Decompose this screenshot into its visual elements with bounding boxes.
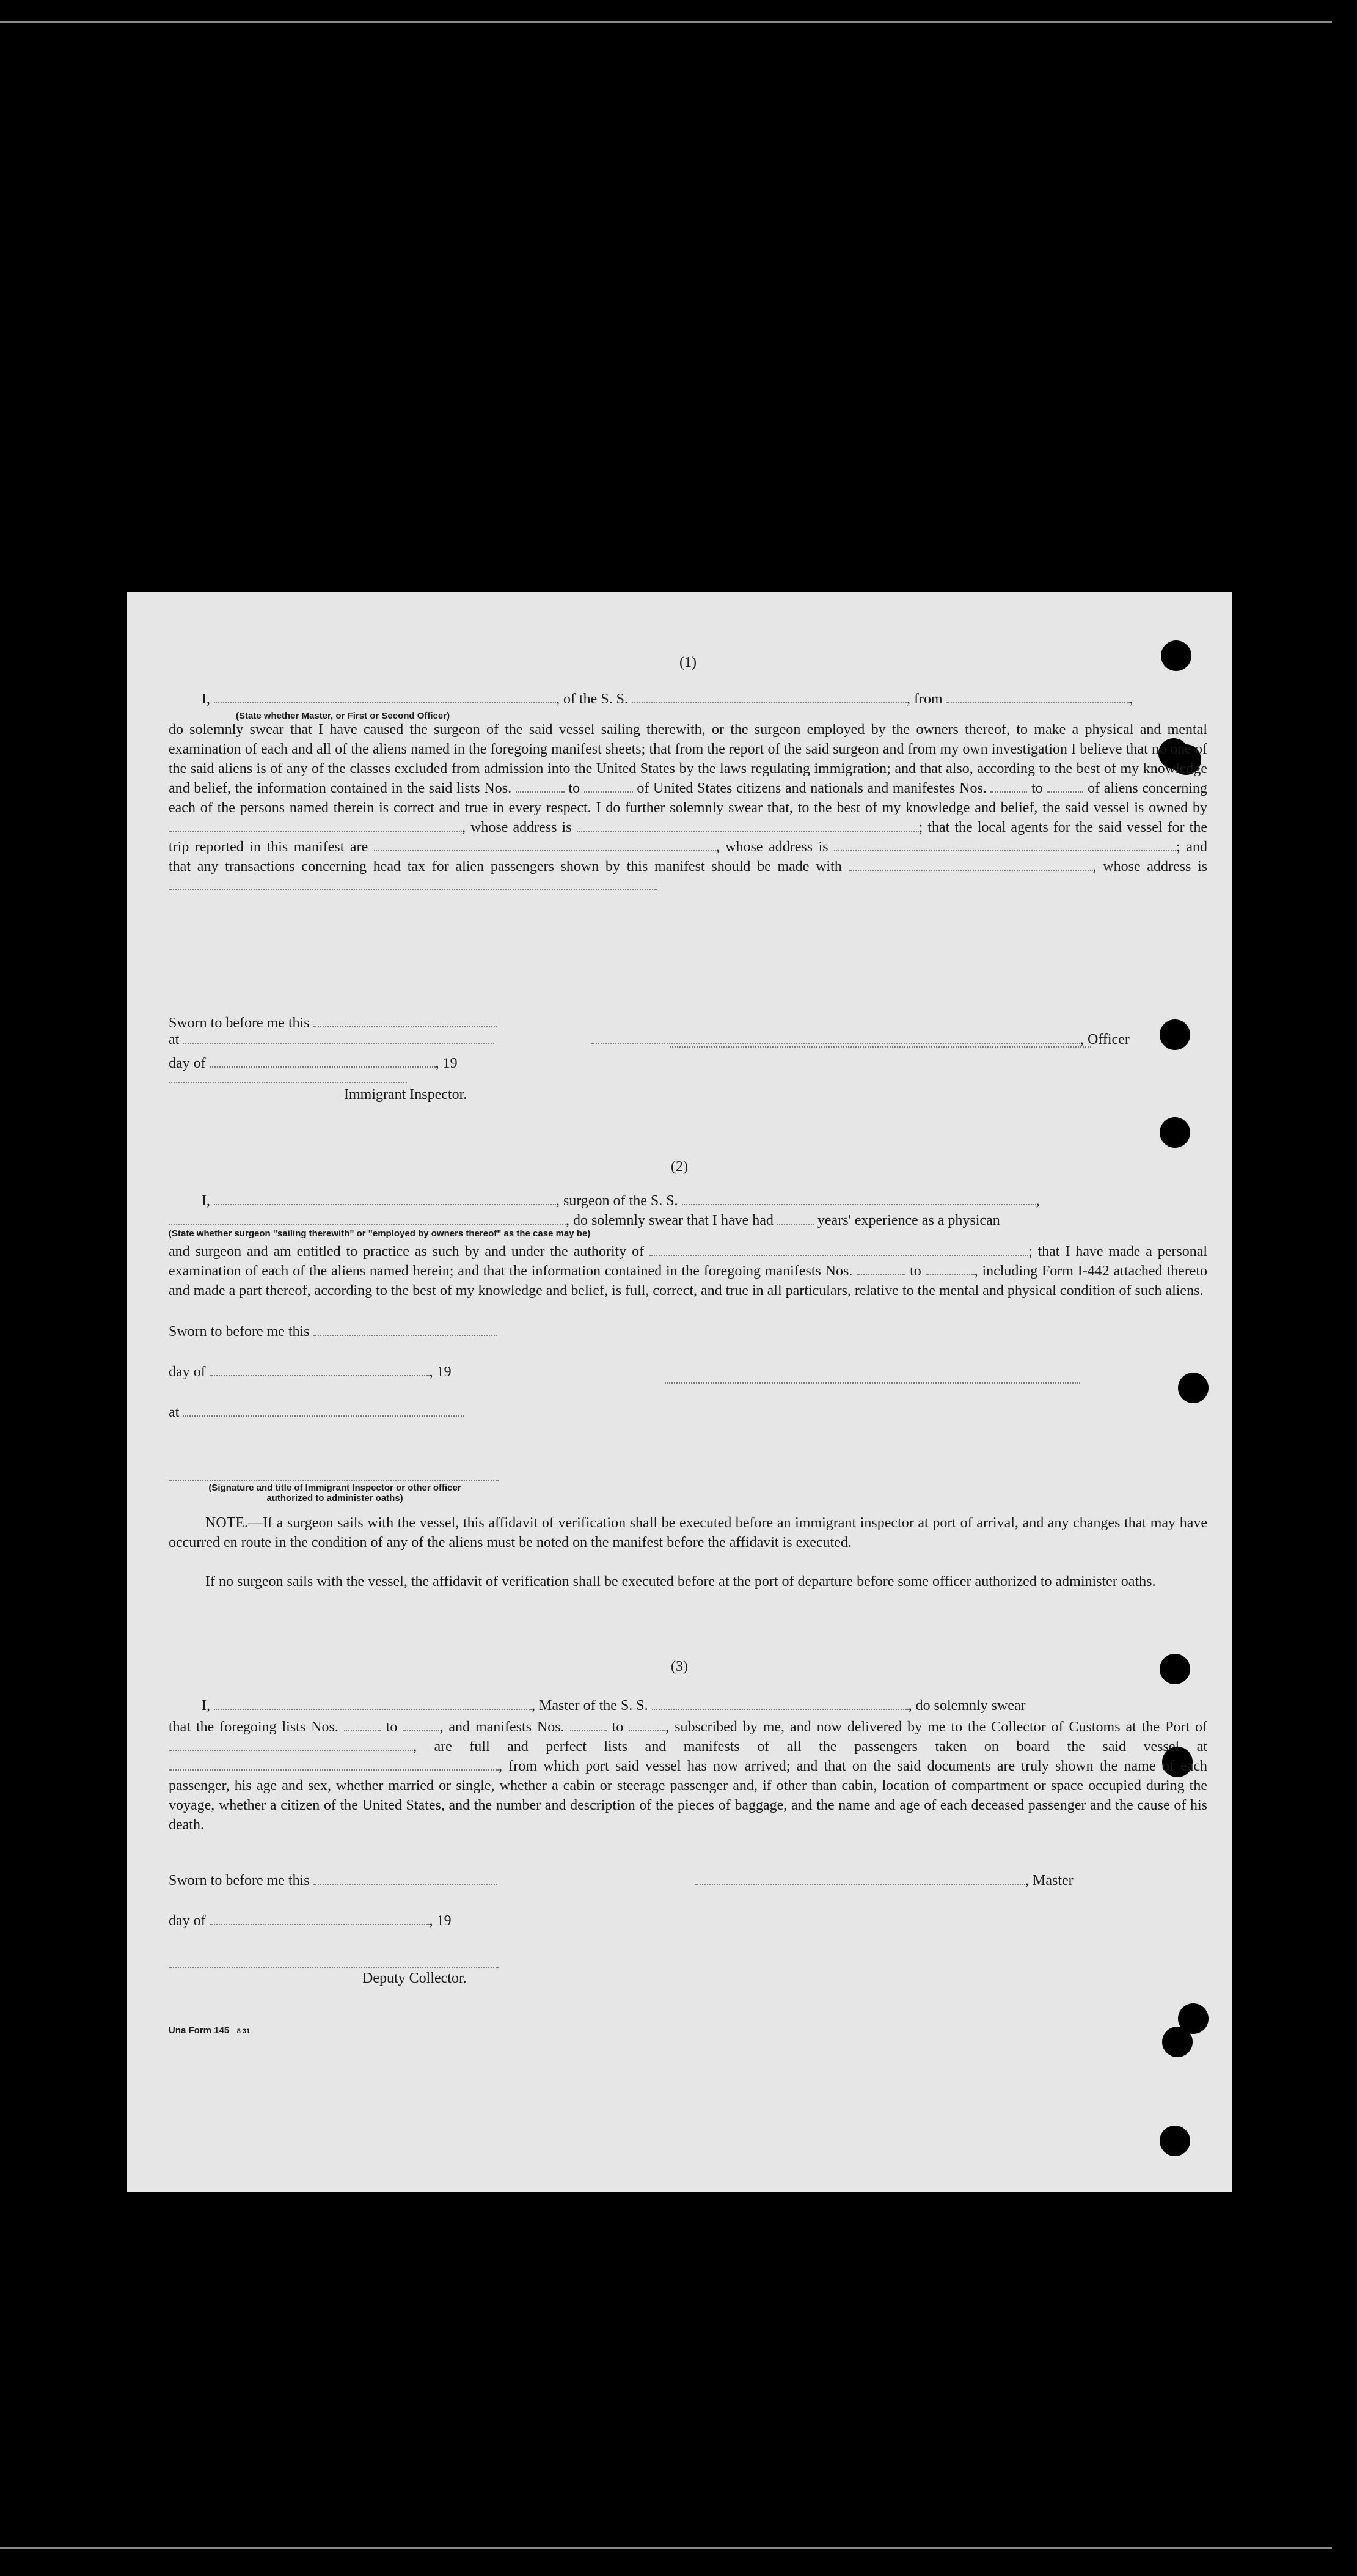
section-number: (1): [679, 655, 697, 670]
form-number: Una Form 145 8 31: [169, 2025, 251, 2036]
punch-hole: [1160, 1117, 1190, 1148]
master-rank-note: (State whether Master, or First or Second Officer): [236, 711, 450, 721]
section-number: (3): [671, 1659, 688, 1675]
officer-signature-line: [169, 1479, 499, 1481]
day-line: day of , 19: [169, 1913, 452, 1929]
day-line: day of , 19: [169, 1364, 452, 1380]
officer-line: , Officer: [591, 1032, 1130, 1048]
affidavit-body: do solemnly swear that I have caused the surgeon of the said vessel sailing therewith, or the surgeon employed by the owners thereof, to make a physical and mental examination of each and all of the aliens named in the foregoing manifest sheets; that from the report of the said surgeon and from my own investigation I believe that no one of the said aliens is of any of the classes excluded from admission into the United States by the laws regulating immigration; and that also, according to the best of my knowledge and belief, the information contained in the said lists Nos. to of United States citizens and nationals and manifestes Nos. to of aliens concerning each of the persons named therein is correct and true in every respect. I do further solemnly swear that, to the best of my knowledge and belief, the said vessel is owned by , whose address is ; that the local agents for the said vessel for the trip reported in this manifest are , whose address is ; and that any transactions concerning head tax for alien passengers shown by this manifest should be made with , whose address is: [169, 720, 1207, 896]
master-affidavit-body: that the foregoing lists Nos. to , and manifests Nos. to , subscribed by me, and now delivered by me to the Collector of Customs at the Port of , are full and perfect lists and manifests of all the passengers taken on board the said vessel at , from which port said vessel has now arrived; and that on the said documents are truly shown the name of each passenger, his age and sex, whether married or single, whether a cabin or steerage passenger and, if other than cabin, location of compartment or space occupied during the voyage, whether a citizen of the United States, and the number and description of the pieces of baggage, and the name and age of each deceased passenger and the cause of his death.: [169, 1719, 1208, 1833]
experience-line: , do solemnly swear that I have had years' experience as a physican: [169, 1213, 1000, 1229]
sworn-line: Sworn to before me this: [169, 1013, 497, 1033]
deputy-signature-line: [169, 1965, 499, 1968]
master-line: I, , of the S. S. , from ,: [202, 691, 1133, 707]
sworn-line: Sworn to before me this: [169, 1324, 497, 1340]
surgeon-affidavit-body: and surgeon and am entitled to practice as such by and under the authority of ; that I have made a personal examination of each of the aliens named herein; and that the information contained in the foregoing manifests Nos. to , including Form I-442 attached thereto and made a part thereof, according to the best of my knowledge and belief, is full, correct, and true in all particulars, relative to the mental and physical condition of such aliens.: [169, 1244, 1208, 1299]
day-line: day of , 19: [169, 1055, 458, 1071]
film-edge-top: [0, 21, 1332, 23]
note-paragraph-2: If no surgeon sails with the vessel, the affidavit of verification shall be executed before at the port of departure before some officer authorized to administer oaths.: [205, 1574, 1156, 1590]
master-swear-line: I, , Master of the S. S. , do solemnly swear: [202, 1698, 1026, 1714]
punch-hole: [1160, 2126, 1190, 2156]
punch-hole: [1178, 1373, 1209, 1403]
section-1: [169, 653, 1207, 1093]
signature-line: [665, 1381, 1080, 1384]
surgeon-status-note: (State whether surgeon "sailing therewith" or "employed by owners thereof" as the case may be): [169, 1228, 591, 1239]
signature-title-note: (Signature and title of Immigrant Inspector or other officer authorized to administer oaths): [208, 1483, 461, 1503]
sworn-line: Sworn to before me this: [169, 1873, 497, 1889]
at-line: at: [169, 1032, 494, 1048]
master-signature-line: , Master: [695, 1873, 1074, 1889]
film-edge-bottom: [0, 2547, 1332, 2549]
section-number: (2): [671, 1159, 688, 1175]
inspector-signature-line: [169, 1081, 407, 1083]
surgeon-line: I, , surgeon of the S. S. ,: [202, 1193, 1040, 1209]
at-line: at: [169, 1404, 464, 1421]
inspector-title: Immigrant Inspector.: [344, 1087, 467, 1103]
deputy-title: Deputy Collector.: [362, 1970, 467, 1986]
note-paragraph: NOTE.—If a surgeon sails with the vessel, this affidavit of verification shall be executed before an immigrant inspector at port of arrival, and any changes that may have occurred en route in the condition of any of the aliens must be noted on the manifest before the affidavit is executed.: [169, 1515, 1207, 1550]
document-page: [127, 592, 1232, 2192]
punch-hole: [1162, 2027, 1193, 2057]
